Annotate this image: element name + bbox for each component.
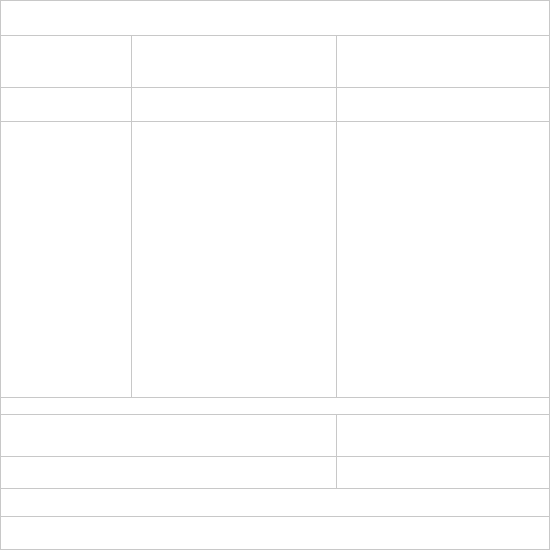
side-divider-bottom: [336, 414, 337, 488]
values-divider: [1, 397, 550, 398]
title-divider: [1, 35, 550, 36]
variation-divider: [1, 456, 550, 457]
standard-divider: [1, 488, 550, 489]
label-column-divider: [131, 35, 132, 87]
side-divider-body: [336, 87, 337, 397]
footer-divider: [1, 516, 550, 517]
variation-caption-divider: [1, 414, 550, 415]
reflectance-divider: [1, 87, 550, 88]
header-divider: [1, 121, 550, 122]
label-column-divider-body: [131, 87, 132, 397]
side-divider-top: [336, 35, 337, 87]
